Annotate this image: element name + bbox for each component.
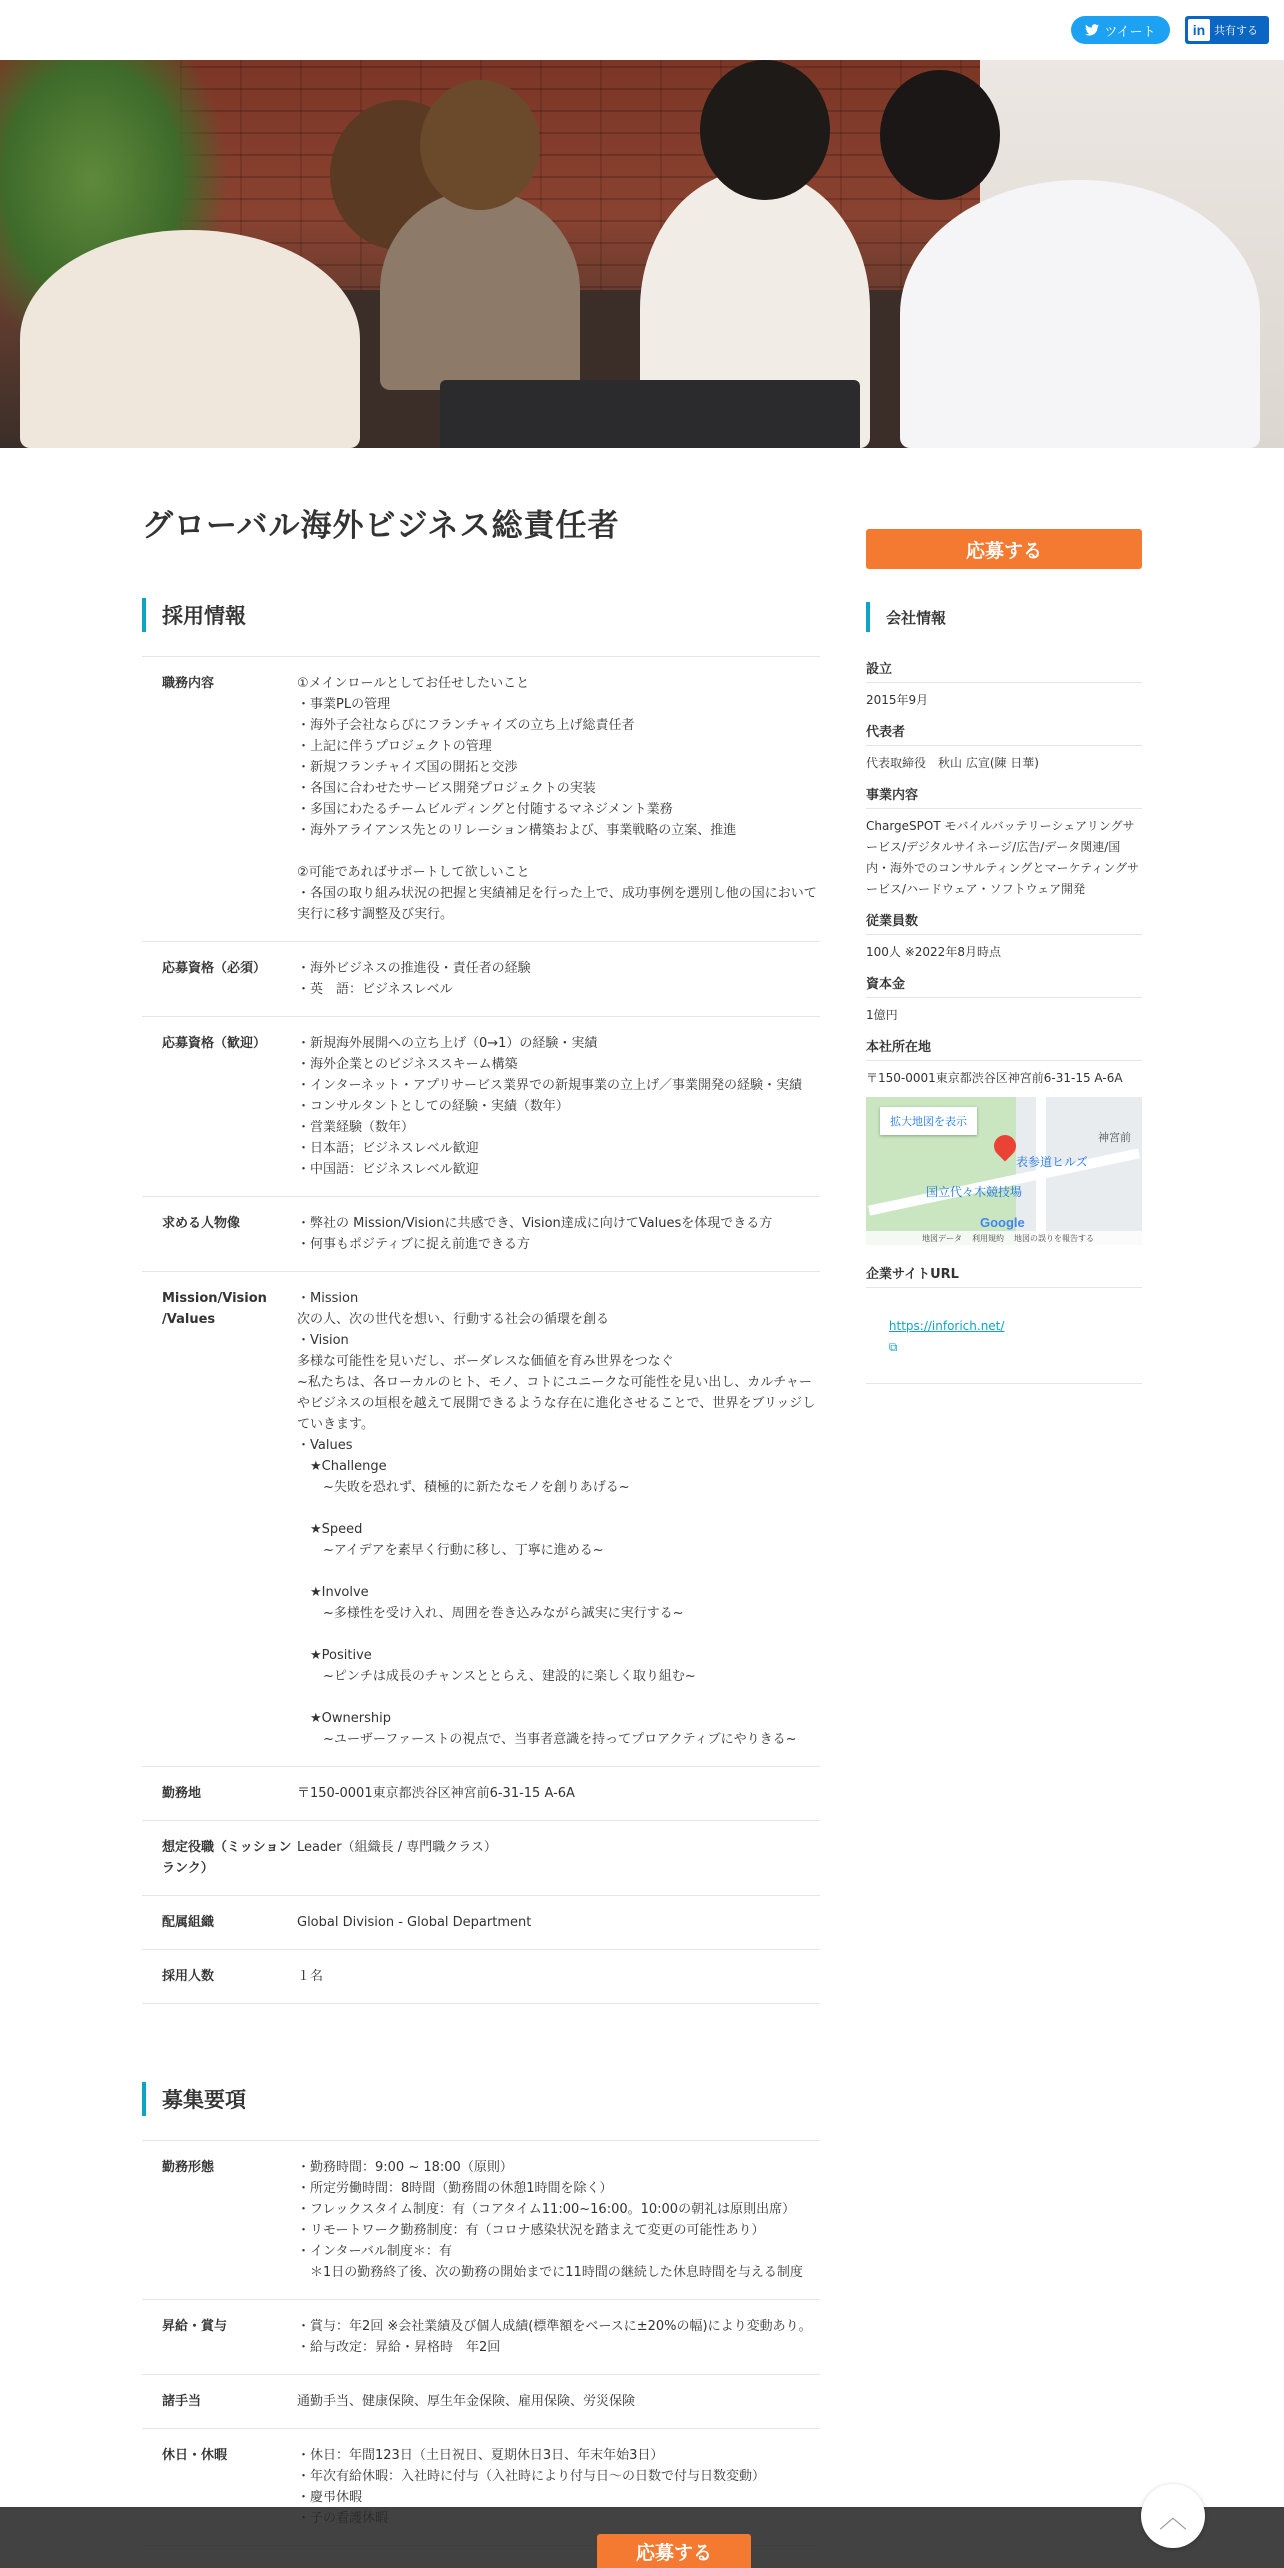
info-row-value: 〒150-0001東京都渋谷区神宮前6-31-15 A-6A	[297, 1786, 575, 1801]
info-row	[142, 656, 820, 942]
google-logo: Google	[980, 1215, 1025, 1230]
share-label: 共有する	[1214, 24, 1258, 37]
company-info-value: ChargeSPOT モバイルバッテリーシェアリングサービス/デジタルサイネージ/広告/データ関連/国内・海外でのコンサルティングとマーケティングサービス/ハードウェア・ソフトウェア開発	[866, 819, 1140, 896]
map-data-link[interactable]: 地図データ	[922, 1233, 962, 1243]
company-info-list	[866, 652, 1142, 1384]
company-info-key: 事業内容	[866, 778, 1142, 809]
company-info-key: 設立	[866, 652, 1142, 683]
company-info-value: 100人 ※2022年8月時点	[866, 945, 1001, 959]
company-info-heading: 会社情報	[866, 602, 946, 632]
company-info-key: 資本金	[866, 967, 1142, 998]
company-site-item	[866, 1257, 1142, 1384]
scroll-to-top-button[interactable]	[1141, 2484, 1205, 2548]
external-link-icon: ⧉	[888, 1340, 898, 1354]
info-row-label: 昇給・賞与	[162, 2319, 228, 2334]
section-heading-recruit-info: 採用情報	[142, 598, 246, 632]
map-footer	[866, 1231, 1142, 1245]
apply-button[interactable]: 応募する	[866, 529, 1142, 569]
company-info-key: 代表者	[866, 715, 1142, 746]
info-row-value: Leader（組織長 / 専門職クラス）	[297, 1840, 497, 1855]
company-info-value: 代表取締役 秋山 広宣(陳 日華)	[866, 756, 1039, 770]
info-row-label: 採用人数	[162, 1969, 215, 1984]
info-row-label: 求める人物像	[162, 1216, 241, 1231]
bottom-apply-button[interactable]: 応募する	[597, 2534, 751, 2568]
info-row	[142, 1272, 820, 1767]
company-site-link[interactable]: https://inforich.net/	[888, 1319, 1005, 1333]
info-row	[142, 1896, 820, 1950]
info-row-value: ・Mission 次の人、次の世代を想い、行動する社会の循環を創る ・Vision 多様な可能性を見いだし、ボーダレスな価値を育み世界をつなぐ ~私たちは、各ローカルのヒト、モノ、コトにユニークな可能性を見い出し、カルチャーやビジネスの垣根を越えて展開できるような存在に進化させることで、世界をブリッジしていきます。 ・Values ★Challenge ~失敗を恐れず、積極的に新たなモノを創りあげる~ ★Speed ~アイデアを素早く行動に移し、丁寧に進める~ ★Involve ~多様性を受け入れ、周囲を巻き込みながら誠実に実行する~ ★Positive ~ピンチは成長のチャンスととらえ、建設的に楽しく取り組む~ ★Ownership ~ユーザーファーストの視点で、当事者意識を持ってプロアクティブにやりきる~	[297, 1291, 816, 1747]
company-site-value	[866, 1288, 1142, 1383]
company-info-key: 本社所在地	[866, 1030, 1142, 1061]
recruit-info-table	[142, 656, 820, 2004]
company-info-item	[866, 904, 1142, 967]
info-row-label: 勤務形態	[162, 2160, 215, 2175]
info-row-value: ・勤務時間：9:00 ~ 18:00（原則） ・所定労働時間：8時間（勤務間の休憩1時間を除く） ・フレックスタイム制度：有（コアタイム11:00~16:00。10:00の朝礼は原則出席） ・リモートワーク勤務制度：有（コロナ感染状況を踏まえて変更の可能性あり） ・インターバル制度＊：有 ＊1日の勤務終了後、次の勤務の開始までに11時間の継続した休息時間を与える制度	[297, 2160, 803, 2280]
company-info-item	[866, 967, 1142, 1030]
info-row-label: 職務内容	[162, 676, 215, 691]
info-row-value: ・弊社の Mission/Visionに共感でき、Vision達成に向けてValuesを体現できる方 ・何事もポジティブに捉え前進できる方	[297, 1216, 773, 1252]
info-row-value: 通勤手当、健康保険、厚生年金保険、雇用保険、労災保険	[297, 2394, 636, 2409]
person-3-head	[700, 60, 830, 200]
info-row-value: ・海外ビジネスの推進役・責任者の経験 ・英 語：ビジネスレベル	[297, 961, 531, 997]
info-row	[142, 1950, 820, 2004]
info-row-value: ・賞与：年2回 ※会社業績及び個人成績(標準額をベースに±20%の幅)により変動あり。 ・給与改定：昇給・昇格時 年2回	[297, 2319, 812, 2355]
section-heading-requirements: 募集要項	[142, 2082, 246, 2116]
enlarge-map-link[interactable]: 拡大地図を表示	[880, 1107, 977, 1135]
laptop	[440, 380, 860, 448]
info-row	[142, 2375, 820, 2429]
info-row	[142, 2140, 820, 2300]
map-label: 神宮前	[1098, 1131, 1131, 1144]
company-info-value: 〒150-0001東京都渋谷区神宮前6-31-15 A-6A	[866, 1071, 1123, 1085]
info-row-label: 応募資格（必須）	[162, 961, 267, 976]
info-row-label: 想定役職（ミッションランク）	[162, 1840, 292, 1876]
info-row-label: 応募資格（歓迎）	[162, 1036, 267, 1051]
person-2	[380, 190, 580, 390]
info-row-label: 勤務地	[162, 1786, 202, 1801]
twitter-icon	[1085, 24, 1099, 36]
map-terms-link[interactable]: 利用規約	[972, 1233, 1004, 1243]
company-info-item	[866, 715, 1142, 778]
info-row	[142, 2300, 820, 2375]
company-info-item	[866, 778, 1142, 904]
company-site-label: 企業サイトURL	[866, 1257, 1142, 1288]
info-row-value: １名	[297, 1969, 324, 1984]
person-4-head	[880, 70, 1000, 200]
company-info-item	[866, 652, 1142, 715]
top-bar	[0, 0, 1284, 60]
chevron-up-icon: ︿	[1158, 2501, 1187, 2534]
info-row-value: Global Division - Global Department	[297, 1915, 532, 1930]
company-info-key: 従業員数	[866, 904, 1142, 935]
info-row-value: ・休日：年間123日（土日祝日、夏期休日3日、年末年始3日） ・年次有給休暇：入社時に付与（入社時により付与日～の日数で付与日数変動） ・慶弔休暇	[297, 2448, 766, 2505]
info-row-label: 諸手当	[162, 2394, 202, 2409]
map-report-link[interactable]: 地図の誤りを報告する	[1014, 1233, 1094, 1243]
info-row-value: ・新規海外展開への立ち上げ（0→1）の経験・実績 ・海外企業とのビジネススキーム構築 ・インターネット・アプリサービス業界での新規事業の立上げ／事業開発の経験・実績 ・コンサルタントとしての経験・実績（数年） ・営業経験（数年） ・日本語；ビジネスレベル歓迎 ・中国語：ビジネスレベル歓迎	[297, 1036, 803, 1177]
person-4	[900, 180, 1260, 448]
tweet-button[interactable]	[1071, 16, 1170, 44]
map[interactable]	[866, 1097, 1142, 1245]
map-road	[1036, 1097, 1046, 1245]
info-row-value: ①メインロールとしてお任せしたいこと ・事業PLの管理 ・海外子会社ならびにフランチャイズの立ち上げ総責任者 ・上記に伴うプロジェクトの管理 ・新規フランチャイズ国の開拓と交渉 ・各国に合わせたサービス開発プロジェクトの実装 ・多国にわたるチームビルディングと付随するマネジメント業務 ・海外アライアンス先とのリレーション構築および、事業戦略の立案、推進 ②可能であればサポートして欲しいこと ・各国の取り組み状況の把握と実績補足を行った上で、成功事例を選別し他の国において実行に移す調整及び実行。	[297, 676, 817, 922]
info-row	[142, 1017, 820, 1197]
info-row-label: 休日・休暇	[162, 2448, 228, 2463]
info-row	[142, 1821, 820, 1896]
info-row	[142, 1197, 820, 1272]
info-row-label: Mission/Vision /Values	[162, 1291, 267, 1327]
info-row	[142, 942, 820, 1017]
tweet-label: ツイート	[1104, 24, 1156, 40]
hero-photo	[0, 60, 1284, 448]
company-info-value: 1億円	[866, 1008, 898, 1022]
map-label: 表参道ヒルズ	[1016, 1155, 1088, 1169]
info-row	[142, 1767, 820, 1821]
page-title: グローバル海外ビジネス総責任者	[142, 508, 620, 544]
company-info-value: 2015年9月	[866, 693, 929, 707]
map-label: 国立代々木競技場	[926, 1185, 1023, 1199]
company-info-item	[866, 1030, 1142, 1093]
requirements-table	[142, 2140, 820, 2546]
info-row-label: 配属組織	[162, 1915, 215, 1930]
person-1	[20, 230, 360, 448]
linkedin-share-button[interactable]	[1185, 16, 1269, 44]
person-2-head	[420, 80, 540, 210]
linkedin-icon: in	[1188, 19, 1210, 41]
